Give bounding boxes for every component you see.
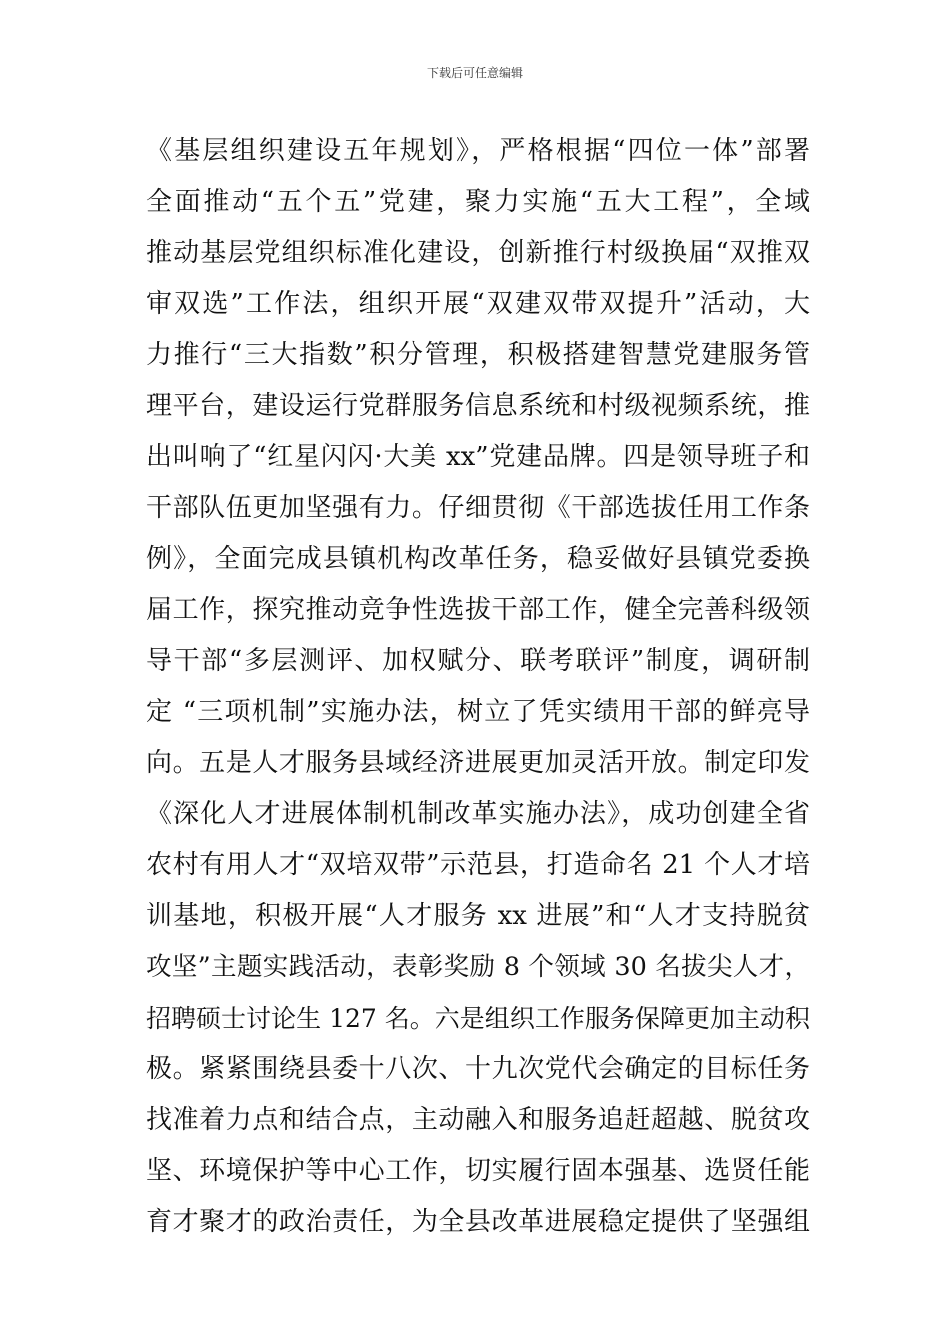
text-line: 《基层组织建设五年规划》，严格根据“四位一体”部署 — [146, 136, 810, 166]
text-line: 攻坚”主题实践活动，表彰奖励 8 个领域 30 名拔尖人才， — [146, 952, 810, 982]
text-line: 出叫响了“红星闪闪·大美 xx”党建品牌。四是领导班子和 — [146, 442, 810, 472]
body-text — [146, 126, 810, 1248]
text-line: 《深化人才进展体制机制改革实施办法》，成功创建全省 — [146, 799, 810, 829]
text-line: 导干部“多层测评、加权赋分、联考联评”制度，调研制 — [146, 646, 810, 676]
text-line: 坚、环境保护等中心工作，切实履行固本强基、选贤任能 — [146, 1156, 810, 1186]
text-line: 育才聚才的政治责任，为全县改革进展稳定提供了坚强组 — [146, 1207, 810, 1237]
text-line: 招聘硕士讨论生 127 名。六是组织工作服务保障更加主动积 — [146, 1004, 810, 1033]
text-line: 全面推动“五个五”党建，聚力实施“五大工程”，全域 — [146, 187, 810, 217]
text-line: 审双选”工作法，组织开展“双建双带双提升”活动，大 — [146, 289, 810, 319]
text-line: 找准着力点和结合点，主动融入和服务追赶超越、脱贫攻 — [146, 1105, 810, 1135]
text-line: 力推行“三大指数”积分管理，积极搭建智慧党建服务管 — [146, 340, 810, 370]
text-line: 干部队伍更加坚强有力。仔细贯彻《干部选拔任用工作条 — [146, 493, 810, 523]
text-line: 向。五是人才服务县域经济进展更加灵活开放。制定印发 — [146, 748, 810, 778]
text-line: 理平台，建设运行党群服务信息系统和村级视频系统，推 — [146, 391, 810, 421]
text-line: 农村有用人才“双培双带”示范县，打造命名 21 个人才培 — [146, 850, 810, 880]
text-line: 训基地，积极开展“人才服务 xx 进展”和“人才支持脱贫 — [146, 901, 810, 931]
text-line: 例》，全面完成县镇机构改革任务，稳妥做好县镇党委换 — [146, 544, 810, 574]
text-line: 定 “三项机制”实施办法，树立了凭实绩用干部的鲜亮导 — [146, 697, 810, 727]
text-line: 届工作，探究推动竞争性选拔干部工作，健全完善科级领 — [146, 595, 810, 625]
text-line: 极。紧紧围绕县委十八次、十九次党代会确定的目标任务 — [146, 1054, 810, 1084]
text-line: 推动基层党组织标准化建设，创新推行村级换届“双推双 — [146, 238, 810, 268]
page-header: 下载后可任意编辑 — [426, 66, 523, 80]
